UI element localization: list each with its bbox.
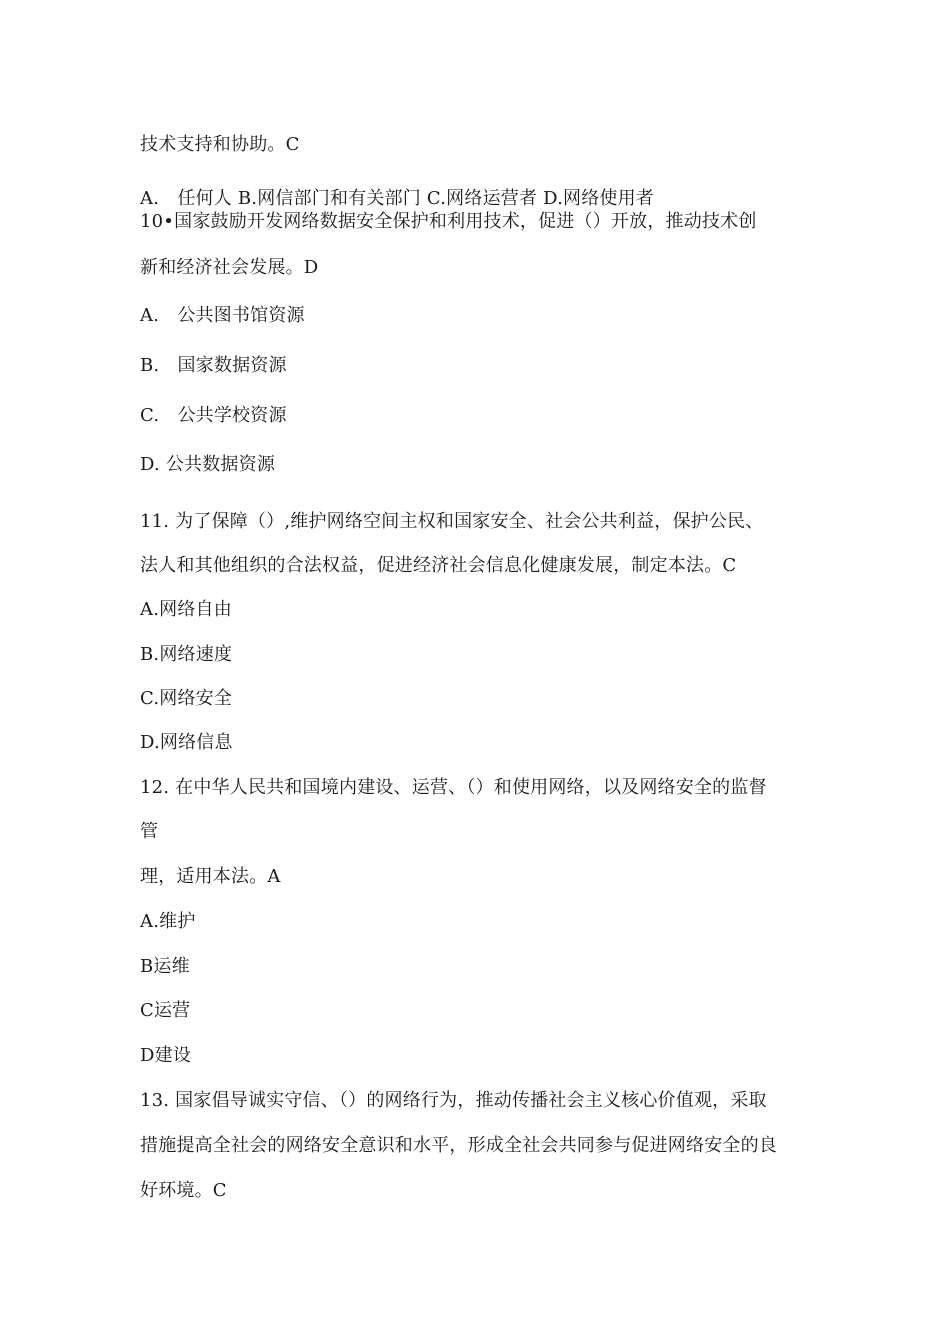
option-b: B运维 <box>140 956 190 977</box>
option-c: C. 公共学校资源 <box>140 405 287 426</box>
option-b: B. 国家数据资源 <box>140 355 287 376</box>
question-13-text: 好环境。C <box>140 1180 227 1201</box>
answer-options-line: A. 任何人 B.网信部门和有关部门 C.网络运营者 D.网络使用者 <box>140 188 654 209</box>
question-10-text: 新和经济社会发展。D <box>140 257 319 278</box>
option-a: A.网络自由 <box>140 599 232 620</box>
option-d: D.网络信息 <box>140 732 233 753</box>
question-10-text: 10•国家鼓励开发网络数据安全保护和利用技术，促进（）开放，推动技术创 <box>140 211 757 232</box>
option-c: C.网络安全 <box>140 688 233 709</box>
option-d: D建设 <box>140 1045 192 1066</box>
question-11-text: 法人和其他组织的合法权益，促进经济社会信息化健康发展，制定本法。C <box>140 555 737 576</box>
option-d: D. 公共数据资源 <box>140 454 276 475</box>
option-b: B.网络速度 <box>140 644 233 665</box>
question-13-text: 措施提高全社会的网络安全意识和水平，形成全社会共同参与促进网络安全的良 <box>140 1135 777 1156</box>
question-13-text: 13. 国家倡导诚实守信、（）的网络行为，推动传播社会主义核心价值观，采取 <box>140 1090 767 1111</box>
option-a: A. 公共图书馆资源 <box>140 305 305 326</box>
text-line: 技术支持和协助。C <box>140 134 300 155</box>
question-12-text: 理，适用本法。A <box>140 866 281 887</box>
question-12-text: 管 <box>140 821 159 842</box>
question-11-text: 11. 为了保障（）,维护网络空间主权和国家安全、社会公共利益，保护公民、 <box>140 511 764 532</box>
option-a: A.维护 <box>140 911 196 932</box>
option-c: C运营 <box>140 1000 191 1021</box>
question-12-text: 12. 在中华人民共和国境内建设、运营、（）和使用网络，以及网络安全的监督 <box>140 777 767 798</box>
